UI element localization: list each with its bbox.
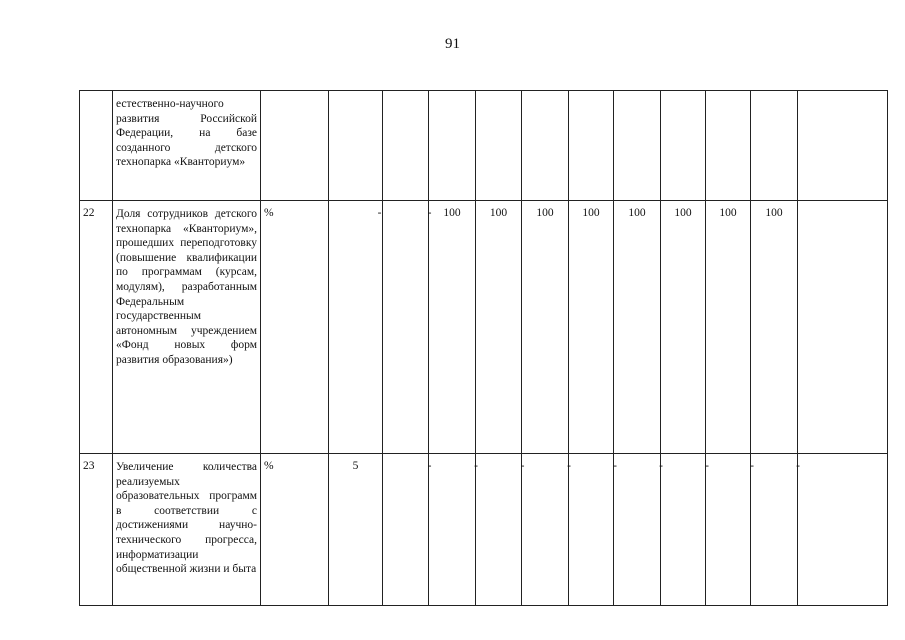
unit-cell: %: [261, 201, 329, 454]
row-number-cell: [80, 91, 113, 201]
unit-cell: [261, 91, 329, 201]
value-text: -: [427, 460, 432, 472]
table-row: [80, 201, 888, 454]
indicator-name-cell: [113, 91, 261, 201]
value-text: -: [567, 460, 571, 472]
value-cell: [429, 201, 476, 454]
value-cell: [751, 201, 798, 454]
value-text: 100: [674, 207, 692, 219]
indicator-name-cell: [113, 454, 261, 606]
value-cell: [522, 201, 569, 454]
value-cell: [798, 454, 888, 606]
value-text: 100: [765, 207, 783, 219]
value-cell: [429, 91, 476, 201]
value-cell: [751, 454, 798, 606]
value-text: 5: [352, 460, 359, 472]
value-cell: [706, 91, 751, 201]
value-cell: [383, 201, 432, 454]
value-cell: [614, 91, 661, 201]
value-text: 100: [536, 207, 554, 219]
value-text: 100: [489, 207, 508, 219]
value-cell: [329, 454, 383, 606]
value-cell: [706, 201, 751, 454]
value-cell: [661, 454, 709, 606]
table-row: [80, 454, 888, 606]
indicator-name: естественно-научного развития Российской Федерации, на базе созданного детского технопарка «Кванториум»: [116, 98, 257, 169]
value-cell: [661, 91, 706, 201]
row-number-cell: 23: [80, 454, 113, 606]
value-cell: [522, 454, 569, 606]
value-cell: [569, 454, 617, 606]
value-text: -: [705, 460, 709, 472]
value-cell: [383, 454, 432, 606]
value-text: 100: [628, 207, 646, 219]
value-cell: [569, 201, 614, 454]
value-cell: [476, 201, 522, 454]
value-cell: [751, 91, 798, 201]
value-cell: [614, 454, 661, 606]
indicator-name-cell: [113, 201, 261, 454]
page-number: 91: [445, 36, 460, 52]
value-text: -: [796, 460, 800, 472]
value-cell: [476, 91, 522, 201]
value-cell: [383, 91, 429, 201]
value-cell: [476, 454, 525, 606]
value-cell: [798, 91, 888, 201]
value-cell: [798, 201, 888, 454]
value-text: -: [613, 460, 617, 472]
indicator-name: Доля сотрудников детского технопарка «Кванториум», прошедших переподготовку (повышение квалификации по программам (курсам, модулям), разработанным Федеральным государственным автономным учреждением «Фонд новых форм развития образования»): [116, 208, 257, 366]
value-text: -: [750, 460, 754, 472]
value-cell: [329, 201, 383, 454]
value-cell: [614, 201, 661, 454]
value-text: 100: [582, 207, 600, 219]
value-text: -: [520, 460, 525, 472]
indicator-table: [79, 90, 888, 606]
table-row: [80, 91, 888, 201]
value-text: 100: [443, 207, 461, 219]
value-text: -: [659, 460, 663, 472]
indicator-name: Увеличение количества реализуемых образовательных программ в соответствии с достижениями научно-технического прогресса, информатизации общественной жизни и быта: [116, 461, 257, 576]
value-text: 100: [719, 207, 737, 219]
value-cell: [569, 91, 614, 201]
value-cell: [706, 454, 754, 606]
value-cell: [522, 91, 569, 201]
row-number-cell: 22: [80, 201, 113, 454]
unit-cell: %: [261, 454, 329, 606]
value-cell: [329, 91, 383, 201]
value-text: -: [377, 207, 382, 219]
value-cell: [661, 201, 706, 454]
value-text: -: [427, 207, 432, 219]
value-text: -: [474, 460, 478, 472]
value-cell: [429, 454, 476, 606]
